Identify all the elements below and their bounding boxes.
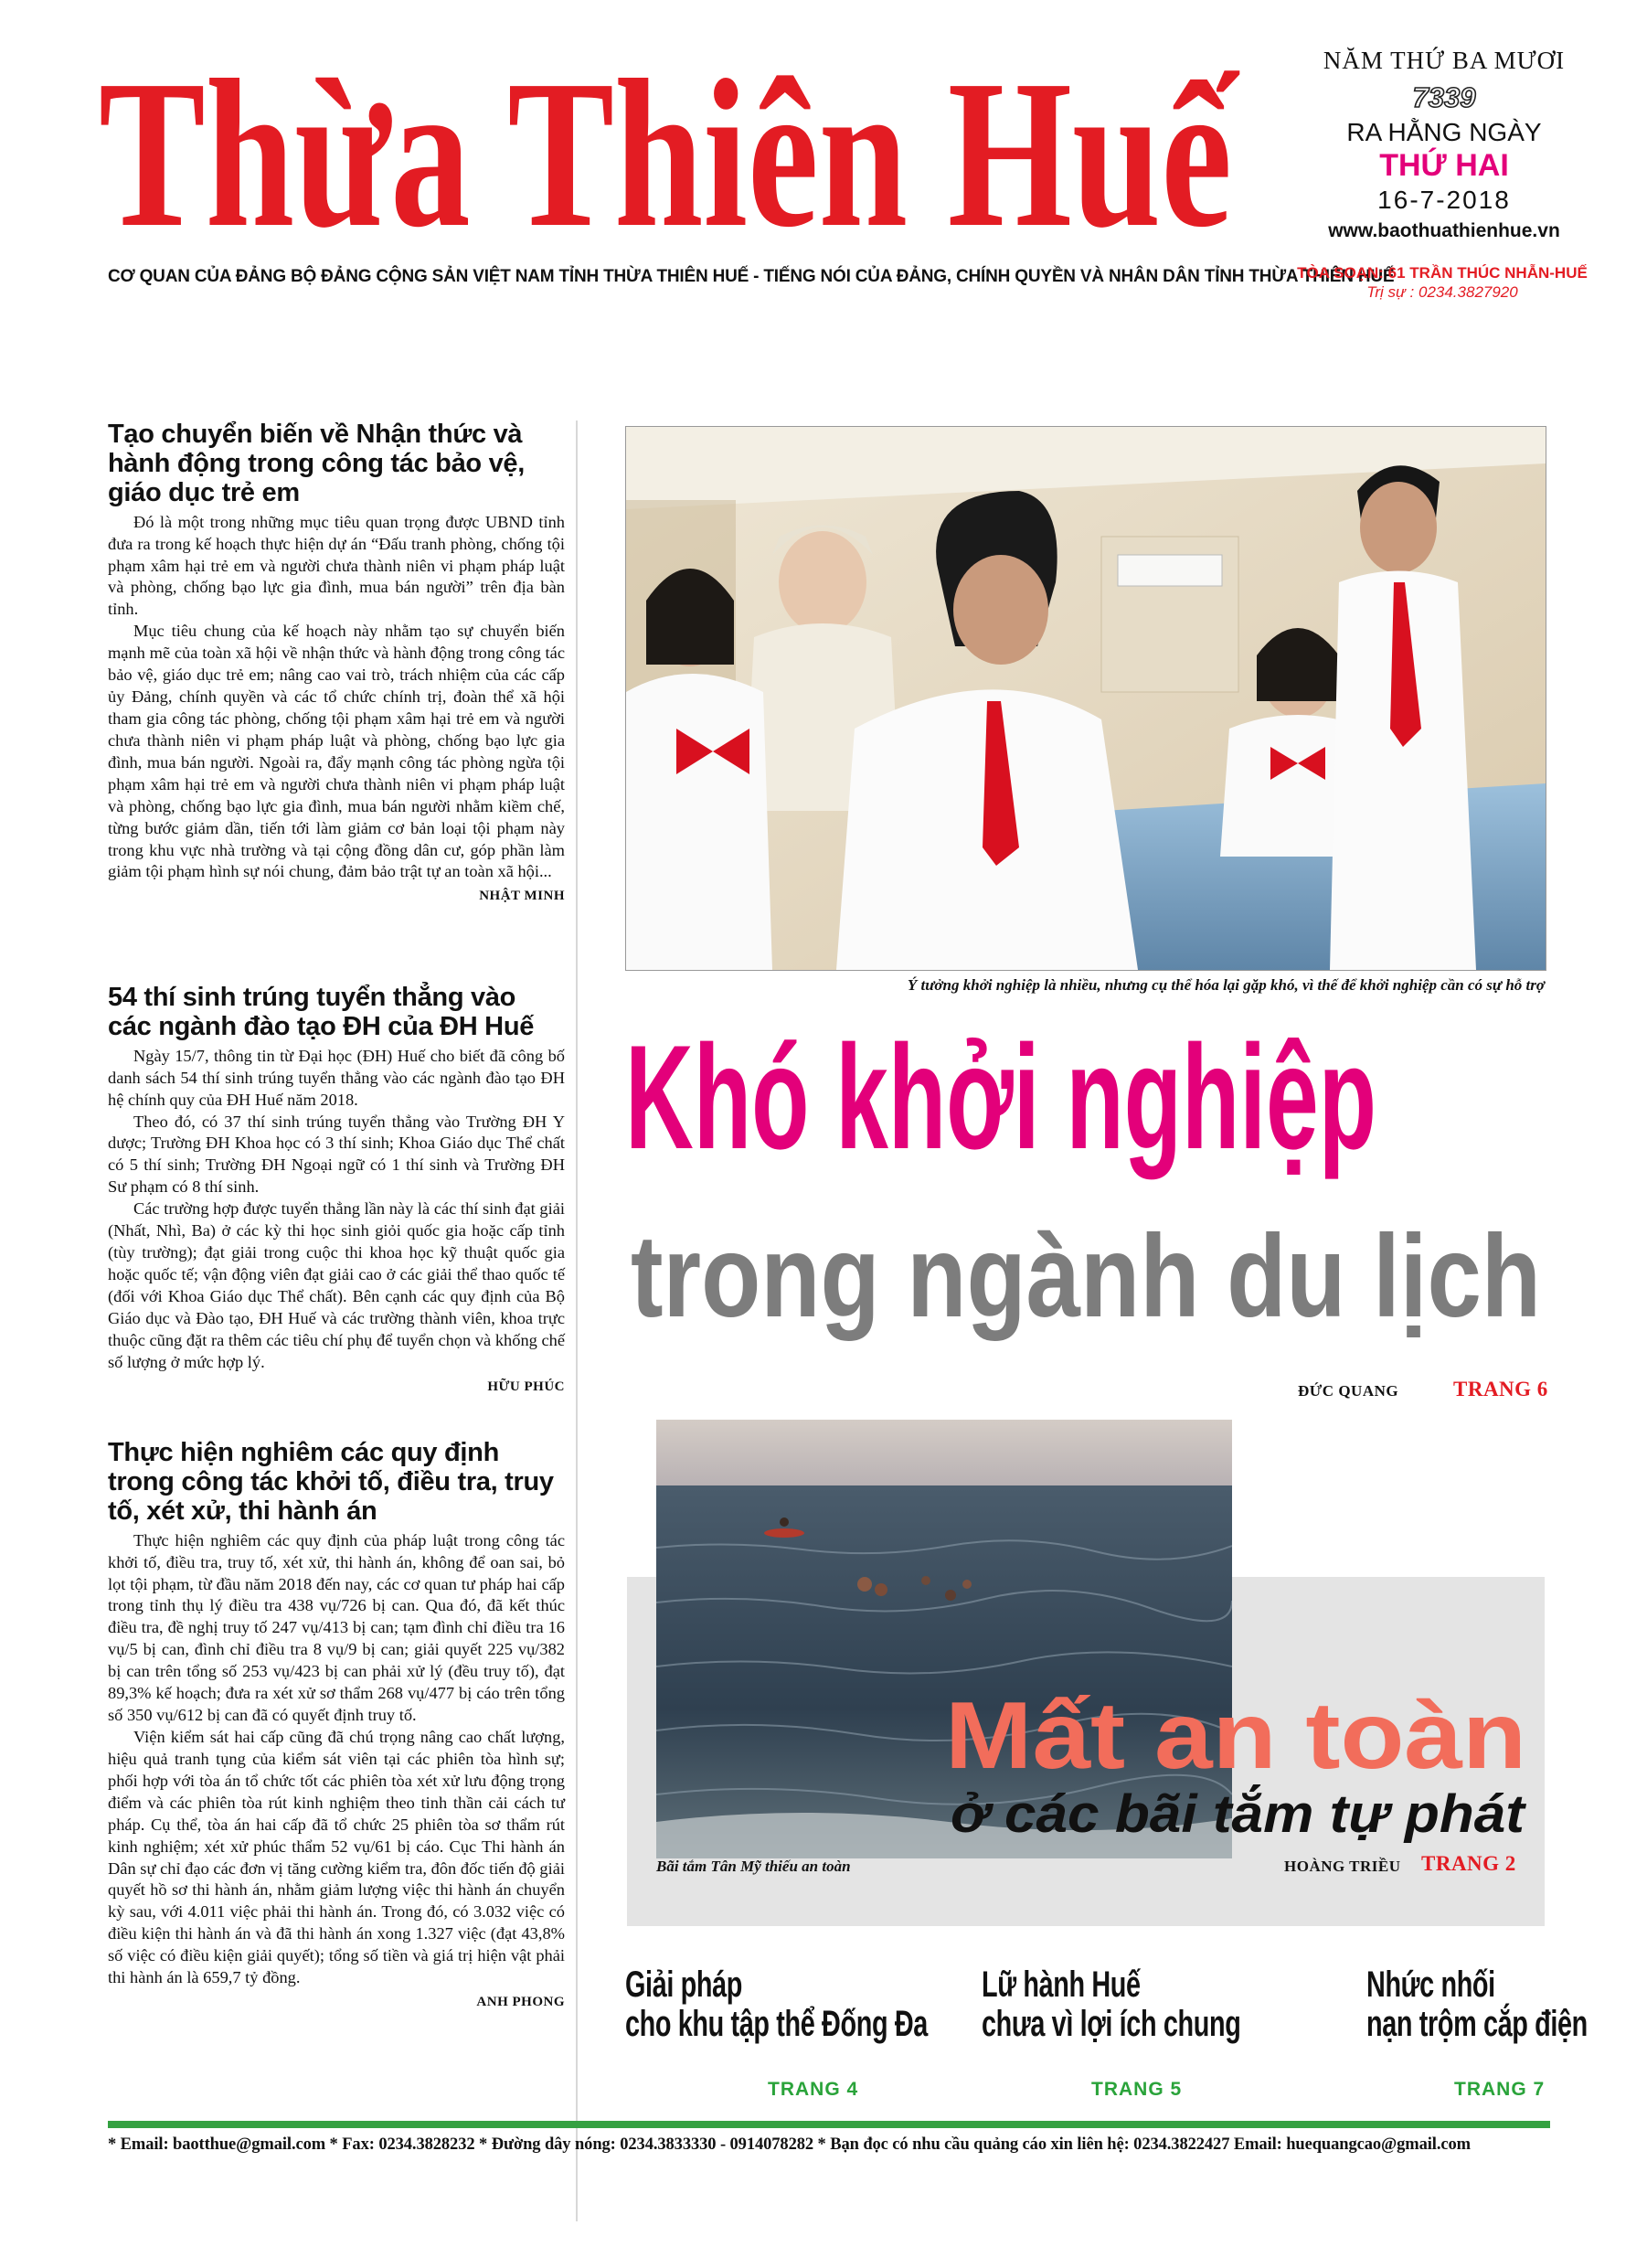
article-paragraph: Mục tiêu chung của kế hoạch này nhằm tạo sự chuyển biến mạnh mẽ của toàn xã hội về nhận thức và hành động trong công tác bảo vệ, giáo dục trẻ em; nâng cao vai trò, trách nhiệm của các cấp ủy Đảng, chính quyền và các tổ chức chính trị, đoàn thể xã hội tham gia công tác phòng, chống tội phạm xâm hại trẻ em và người chưa thành niên vi phạm pháp luật và phòng, chống bạo lực gia đình, mua bán người. Ngoài ra, đẩy mạnh công tác phòng ngừa tội phạm xâm hại trẻ em và người chưa thành niên vi phạm pháp luật và phòng, chống bạo lực gia đình, mua bán người nhằm kiềm chế, từng bước giảm dần, tiến tới làm giảm cơ bản loại tội phạm này trong khu vực nhà trường và tại cộng đồng dân cư, góp phần làm giảm tội phạm hình sự nói chung, đảm bảo trật tự an toàn xã hội... (108, 622, 565, 881)
teaser-title-line: Giải pháp (625, 1965, 742, 2005)
lead-page-link[interactable]: TRANG 6 (1453, 1378, 1548, 1400)
teaser-title-line: Lữ hành Huế (982, 1965, 1141, 2005)
article-title: Thực hiện nghiêm các quy định trong công tác khởi tố, điều tra, truy tố, xét xử, thi hành án (108, 1438, 554, 1526)
article-body (108, 1046, 565, 1374)
teaser-dong-da[interactable] (625, 1965, 928, 2100)
article-paragraph: Các trường hợp được tuyển thẳng lần này là các thí sinh đạt giải (Nhất, Nhì, Ba) ở các kỳ thi học sinh giỏi quốc gia hoặc cấp tỉnh (tùy trường); đạt giải trong cuộc thi khoa học kỹ thuật quốc gia hoặc quốc tế; vận động viên đạt giải cao ở các giải thể thao quốc tế (đối với Khoa Giáo dục Thể chất). Bên cạnh các quy định của Bộ Giáo dục và Đào tạo, ĐH Huế và các trường thành viên, khoa trực thuộc cũng đặt ra thêm các tiêu chí phụ để tuyển chọn và khống chế số lượng ở mức hợp lý. (108, 1199, 565, 1371)
teaser-page-link[interactable]: TRANG 7 (1454, 2079, 1546, 2100)
footer-contact: * Email: baotthue@gmail.com * Fax: 0234.3828232 * Đường dây nóng: 0234.3833330 - 0914078282 * Bạn đọc có nhu cầu quảng cáo xin liên hệ: 0234.3822427 Email: huequangcao@gmail.com (108, 2135, 1471, 2154)
article-paragraph: Ngày 15/7, thông tin từ Đại học (ĐH) Huế cho biết đã công bố danh sách 54 thí sinh trúng tuyển thẳng vào các ngành đào tạo ĐH hệ chính quy của ĐH Huế năm 2018. (108, 1046, 565, 1109)
article-paragraph: Theo đó, có 37 thí sinh trúng tuyển thẳng vào Trường ĐH Y dược; Trường ĐH Khoa học có 3 thí sinh; Khoa Giáo dục Thể chất có 5 thí sinh; Trường ĐH Ngoại ngữ có 1 thí sinh và Trường ĐH Sư phạm có 8 thí sinh. (108, 1112, 565, 1197)
article-paragraph: Viện kiểm sát hai cấp cũng đã chú trọng nâng cao chất lượng, hiệu quả tranh tụng của kiểm sát viên tại các phiên tòa hình sự; phối hợp với tòa án tổ chức tốt các phiên tòa xét xử lưu động trọng điểm và các phiên tòa rút kinh nghiệm theo tinh thần cải cách tư pháp. Cụ thể, tòa án hai cấp đã tổ chức 25 phiên tòa sơ thẩm rút kinh nghiệm; xét xử phúc thẩm 52 vụ/61 bị cáo. Cục Thi hành án Dân sự chỉ đạo các đơn vị tăng cường kiểm tra, đôn đốc tiến độ giải quyết hồ sơ thi hành án, nhằm giảm lượng việc thi hành án chuyển kỳ sau, với 4.011 việc phải thi hành án. Trong đó, có 3.032 việc có điều kiện thi hành án và đã thi hành án xong 1.327 việc (đạt 43,8% số việc có điều kiện giải quyết); tổng số tiền và giá trị hiện vật phải thi hành án là 659,7 tỷ đồng. (108, 1727, 565, 1987)
article-body (108, 1530, 565, 1989)
masthead-tagline: CƠ QUAN CỦA ĐẢNG BỘ ĐẢNG CỘNG SẢN VIỆT NAM TỈNH THỪA THIÊN HUẾ - TIẾNG NÓI CỦA ĐẢNG, CHÍNH QUYỀN VÀ NHÂN DÂN TỈNH THỪA THIÊN HUẾ (108, 267, 1395, 286)
office-address: TÒA SOẠN: 61 TRẦN THÚC NHẪN-HUẾ (1297, 264, 1588, 282)
teaser-lu-hanh[interactable] (982, 1965, 1274, 2100)
teaser-title-line: chưa vì lợi ích chung (982, 2004, 1241, 2045)
teaser-title-line: Nhức nhối (1366, 1965, 1495, 2005)
photo-caption: Ý tưởng khởi nghiệp là nhiều, nhưng cụ thể hóa lại gặp khó, vì thế để khởi nghiệp cần có sự hỗ trợ (907, 976, 1545, 994)
issue-number: 7339 (1412, 80, 1476, 113)
issue-weekday: THỨ HAI (1379, 147, 1509, 183)
teaser-title (1366, 1965, 1588, 2045)
article-judicial (108, 1439, 565, 2010)
article-paragraph: Đó là một trong những mục tiêu quan trọng được UBND tỉnh đưa ra trong kế hoạch thực hiện dự án “Đấu tranh phòng, chống tội phạm xâm hại trẻ em và người chưa thành niên vi phạm pháp luật và phòng, chống bạo lực gia đình, mua bán người” trên địa bàn tỉnh. (108, 512, 565, 619)
lead-headline-text: Khó khởi nghiệp (625, 1015, 1376, 1180)
teaser-page-link[interactable]: TRANG 5 (1091, 2079, 1183, 2100)
footer-divider (108, 2121, 1550, 2128)
office-phone: Trị sự : 0234.3827920 (1366, 283, 1518, 302)
second-byline: HOÀNG TRIỀU (1284, 1858, 1401, 1875)
second-headline (945, 1680, 1530, 1789)
article-title: Tạo chuyển biến về Nhận thức và hành động trong công tác bảo vệ, giáo dục trẻ em (108, 420, 526, 507)
newspaper-title (99, 26, 1241, 263)
publication-year: NĂM THỨ BA MƯƠI (1323, 47, 1566, 74)
teaser-page-link[interactable]: TRANG 4 (768, 2079, 859, 2100)
article-byline: NHẬT MINH (479, 889, 565, 904)
second-subheadline (951, 1781, 1535, 1845)
lead-byline: ĐỨC QUANG (1298, 1382, 1399, 1400)
issue-info (1280, 48, 1609, 241)
office-info (1250, 263, 1634, 303)
classroom-photo (625, 426, 1546, 971)
issue-date: 16-7-2018 (1377, 185, 1511, 214)
article-title: 54 thí sinh trúng tuyển thẳng vào các ngành đào tạo ĐH của ĐH Huế (108, 983, 535, 1041)
article-byline: ANH PHONG (476, 1995, 565, 2010)
publication-frequency: RA HẰNG NGÀY (1346, 117, 1542, 146)
beach-photo-caption: Bãi tắm Tân Mỹ thiếu an toàn (656, 1858, 851, 1875)
newspaper-title-text: Thừa Thiên Huế (99, 37, 1240, 263)
teaser-title (982, 1965, 1241, 2045)
lead-subheadline-text: trong ngành du lịch (631, 1211, 1541, 1342)
column-divider (576, 421, 578, 2221)
article-university-admission (108, 984, 565, 1395)
teaser-title (625, 1965, 928, 2045)
second-subheadline-text: ở các bãi tắm tự phát (951, 1784, 1527, 1844)
article-paragraph: Thực hiện nghiêm các quy định của pháp luật trong công tác khởi tố, điều tra, truy tố, xét xử, thi hành án, không để oan sai, bỏ lọt tội phạm, từ đầu năm 2018 đến nay, các cơ quan tư pháp hai cấp trong tỉnh thụ lý điều tra 438 vụ/726 bị can. Qua đó, đã kết thúc điều tra, đề nghị truy tố 247 vụ/413 bị can; tạm đình chỉ điều tra 16 vụ/5 bị can, đình chỉ điều tra 8 vụ/9 bị can; giải quyết 225 vụ/382 bị can trên tổng số 253 vụ/423 bị can phải xử lý (đều truy tố), đạt 89,3% kế hoạch; đưa ra xét xử sơ thẩm 268 vụ/477 bị cáo trên tổng số 350 vụ/612 bị can đã có quyết định truy tố. (108, 1530, 565, 1725)
article-body (108, 512, 565, 884)
teaser-title-line: nạn trộm cắp điện (1366, 2004, 1588, 2045)
lead-headline (625, 1004, 1631, 1180)
second-page-link[interactable]: TRANG 2 (1421, 1852, 1516, 1875)
lead-subheadline (631, 1199, 1554, 1360)
article-child-protection (108, 421, 565, 904)
article-byline: HỮU PHÚC (487, 1379, 565, 1394)
teaser-title-line: cho khu tập thể Đống Đa (625, 2004, 928, 2045)
second-headline-text: Mất an toàn (945, 1683, 1526, 1789)
website-link[interactable]: www.baothuathienhue.vn (1328, 219, 1560, 241)
teaser-trom-dien[interactable] (1366, 1965, 1647, 2100)
